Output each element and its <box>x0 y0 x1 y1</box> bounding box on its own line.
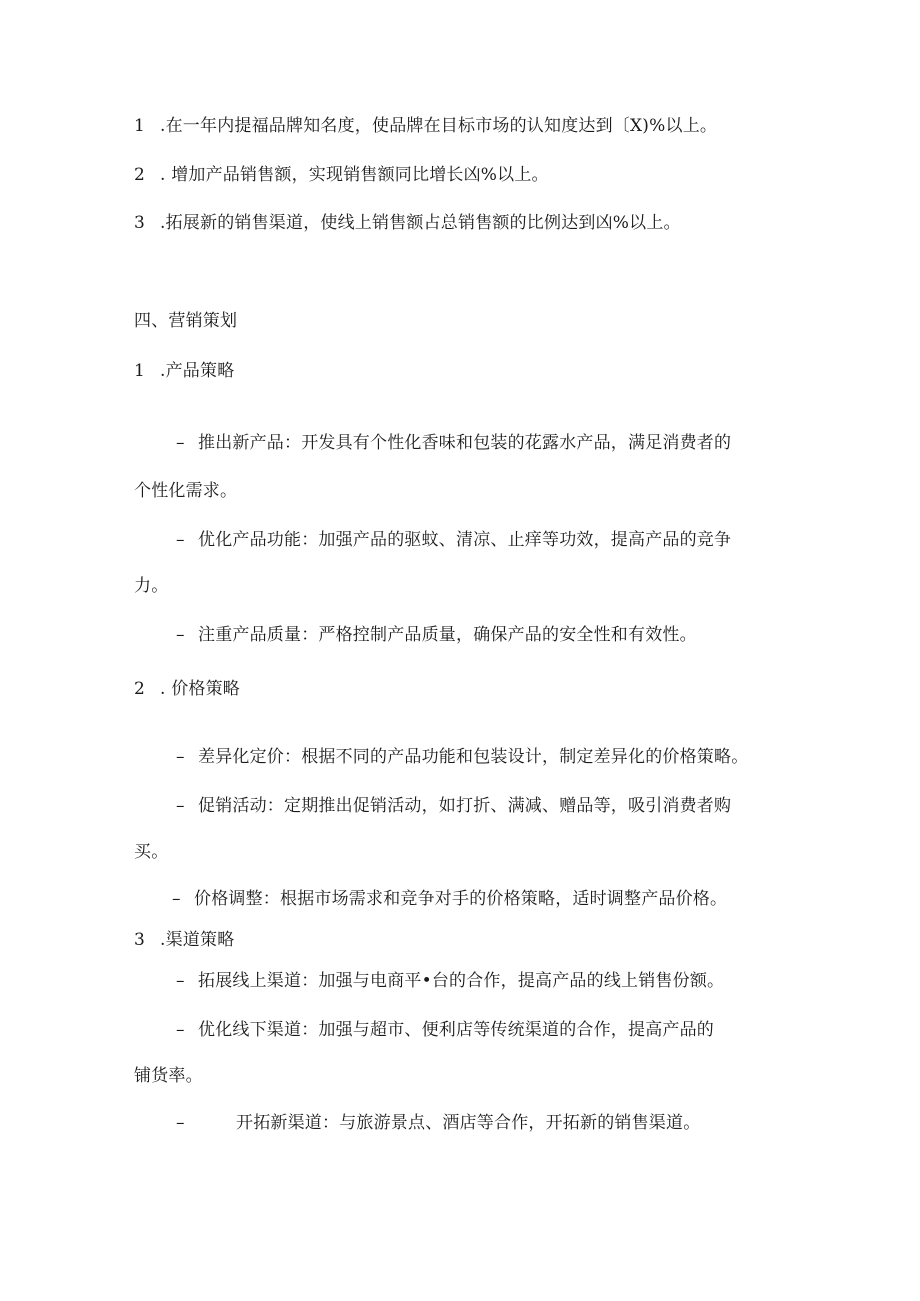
product-item-1 <box>176 431 731 455</box>
bullet-dash: – <box>176 530 185 550</box>
price-item-3 <box>172 887 727 911</box>
goal-number: 2 <box>134 165 146 185</box>
bullet-dash: – <box>176 625 185 645</box>
goal-item-1 <box>134 114 717 138</box>
price-strategy-heading <box>134 677 240 701</box>
product-item-3 <box>176 623 697 647</box>
product-item-text: 推出新产品：开发具有个性化香味和包装的花露水产品，满足消费者的 <box>198 433 732 453</box>
price-item-2-continued: 买。 <box>134 842 169 862</box>
price-item-1 <box>176 745 748 769</box>
goal-number: 1 <box>134 116 146 136</box>
product-strategy-heading <box>134 359 234 383</box>
channel-item-2-continued: 铺货率。 <box>134 1066 203 1086</box>
heading-number: 3 <box>134 930 146 950</box>
bullet-dash: – <box>176 747 185 767</box>
channel-item-1 <box>176 969 724 993</box>
product-item-2 <box>176 528 731 552</box>
channel-item-text: 开拓新渠道：与旅游景点、酒店等合作，开拓新的销售渠道。 <box>236 1113 701 1133</box>
product-item-text: 注重产品质量：严格控制产品质量，确保产品的安全性和有效性。 <box>198 625 697 645</box>
goal-text: . 增加产品销售额，实现销售额同比增长凶%以上。 <box>160 165 549 185</box>
goal-item-3 <box>134 211 681 235</box>
bullet-dash: – <box>176 971 185 991</box>
section-title: 四、营销策划 <box>134 311 238 331</box>
bullet-dash: – <box>172 889 181 909</box>
channel-item-text: 优化线下渠道：加强与超市、便利店等传统渠道的合作，提高产品的 <box>198 1020 714 1040</box>
bullet-dash: – <box>176 1113 185 1133</box>
product-item-2-continued: 力。 <box>134 576 169 596</box>
channel-strategy-heading <box>134 928 234 952</box>
heading-text: . 价格策略 <box>160 679 241 699</box>
product-item-text: 优化产品功能：加强产品的驱蚊、清凉、止痒等功效，提高产品的竞争 <box>198 530 732 550</box>
product-item-1-continued: 个性化需求。 <box>134 481 238 501</box>
channel-item-text: 拓展线上渠道：加强与电商平•台的合作，提高产品的线上销售份额。 <box>198 971 725 991</box>
bullet-dash: – <box>176 433 185 453</box>
price-item-2 <box>176 794 731 818</box>
goal-item-2 <box>134 163 549 187</box>
bullet-dash: – <box>176 796 185 816</box>
heading-number: 1 <box>134 361 146 381</box>
price-item-text: 促销活动：定期推出促销活动，如打折、满减、赠品等，吸引消费者购 <box>198 796 732 816</box>
heading-text: .渠道策略 <box>160 930 235 950</box>
goal-text: .拓展新的销售渠道，使线上销售额占总销售额的比例达到凶%以上。 <box>160 213 681 233</box>
bullet-dash: – <box>176 1020 185 1040</box>
goal-number: 3 <box>134 213 146 233</box>
channel-item-3 <box>176 1111 700 1135</box>
channel-item-2 <box>176 1018 714 1042</box>
heading-number: 2 <box>134 679 146 699</box>
goal-text: .在一年内提福品牌知名度，使品牌在目标市场的认知度达到〔X)%以上。 <box>160 116 718 136</box>
price-item-text: 差异化定价：根据不同的产品功能和包装设计，制定差异化的价格策略。 <box>198 747 749 767</box>
price-item-text: 价格调整：根据市场需求和竞争对手的价格策略，适时调整产品价格。 <box>194 889 728 909</box>
heading-text: .产品策略 <box>160 361 235 381</box>
